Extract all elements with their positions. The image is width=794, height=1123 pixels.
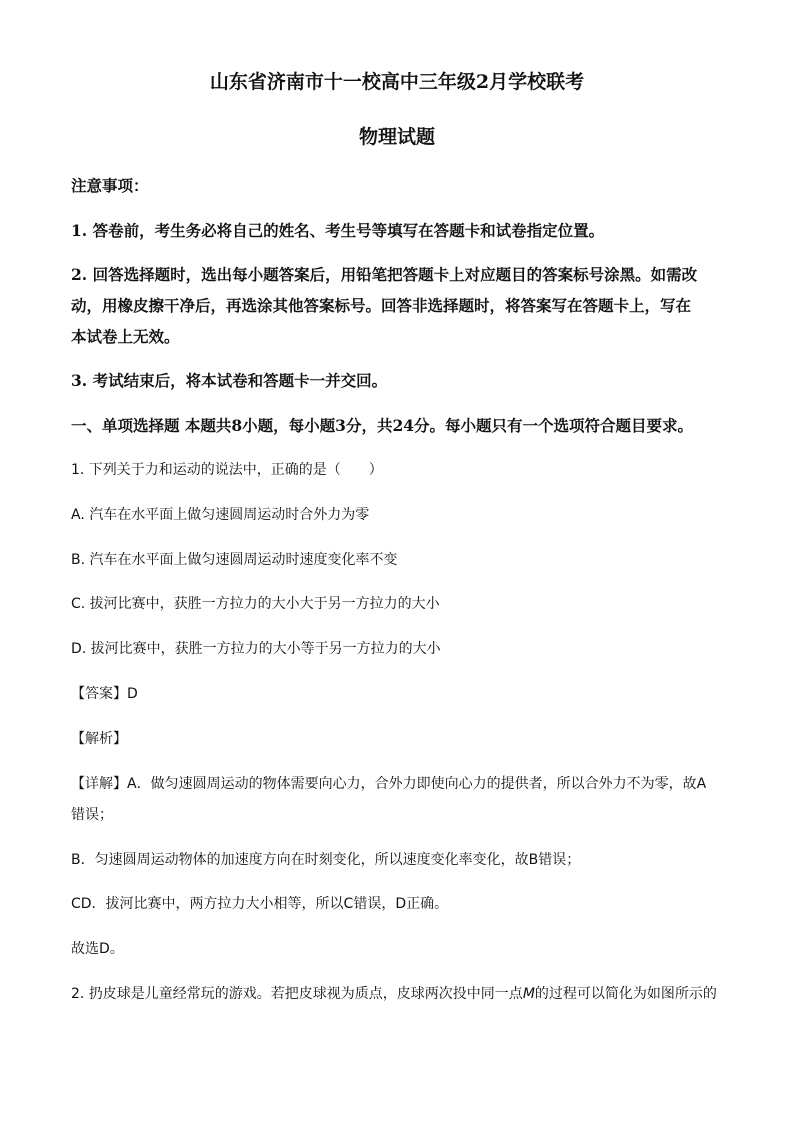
answer-label: 【答案】D	[71, 686, 138, 702]
notice-item-3: 3. 考试结束后，将本试卷和答题卡一并交回。	[71, 371, 388, 390]
question-2-stem-part-1: 2. 扔皮球是儿童经常玩的游戏。若把皮球视为质点，皮球两次投中同一点	[71, 986, 523, 1002]
question-1-option-a: A. 汽车在水平面上做匀速圆周运动时合外力为零	[71, 507, 370, 523]
question-1-stem: 1. 下列关于力和运动的说法中，正确的是（ ）	[71, 462, 383, 478]
question-1-option-c: C. 拔河比赛中，获胜一方拉力的大小大于另一方拉力的大小	[71, 596, 440, 612]
section-heading: 一、单项选择题 本题共8小题，每小题3分，共24分。每小题只有一个选项符合题目要求。	[71, 416, 694, 435]
notice-item-2-line-1: 2. 回答选择题时，选出每小题答案后，用铅笔把答题卡上对应题目的答案标号涂黑。如需改	[71, 265, 698, 284]
question-2-stem	[71, 987, 734, 1001]
notice-item-2-line-3: 本试卷上无效。	[71, 327, 180, 346]
conclusion: 故选D。	[71, 941, 124, 957]
question-1-option-b: B. 汽车在水平面上做匀速圆周运动时速度变化率不变	[71, 552, 398, 568]
question-1-option-d: D. 拔河比赛中，获胜一方拉力的大小等于另一方拉力的大小	[71, 641, 441, 657]
notice-heading: 注意事项：	[71, 176, 149, 195]
question-2-stem-part-2: 的过程可以简化为如图所示的	[534, 986, 717, 1002]
point-m-label: M	[522, 986, 535, 1002]
detail-line-2: 错误；	[71, 807, 113, 823]
exam-subtitle: 物理试题	[358, 126, 435, 148]
analysis-label: 【解析】	[71, 731, 127, 747]
notice-item-1: 1. 答卷前，考生务必将自己的姓名、考生号等填写在答题卡和试卷指定位置。	[71, 221, 605, 240]
notice-item-2-line-2: 动，用橡皮擦干净后，再选涂其他答案标号。回答非选择题时，将答案写在答题卡上，写在	[71, 296, 692, 315]
detail-line-1: 【详解】A．做匀速圆周运动的物体需要向心力，合外力即使向心力的提供者，所以合外力不为零，故A	[71, 776, 707, 792]
detail-cd: CD．拔河比赛中，两方拉力大小相等，所以C错误，D正确。	[71, 896, 449, 912]
detail-b: B．匀速圆周运动物体的加速度方向在时刻变化，所以速度变化率变化，故B错误；	[71, 852, 581, 868]
exam-title: 山东省济南市十一校高中三年级2月学校联考	[209, 71, 585, 93]
